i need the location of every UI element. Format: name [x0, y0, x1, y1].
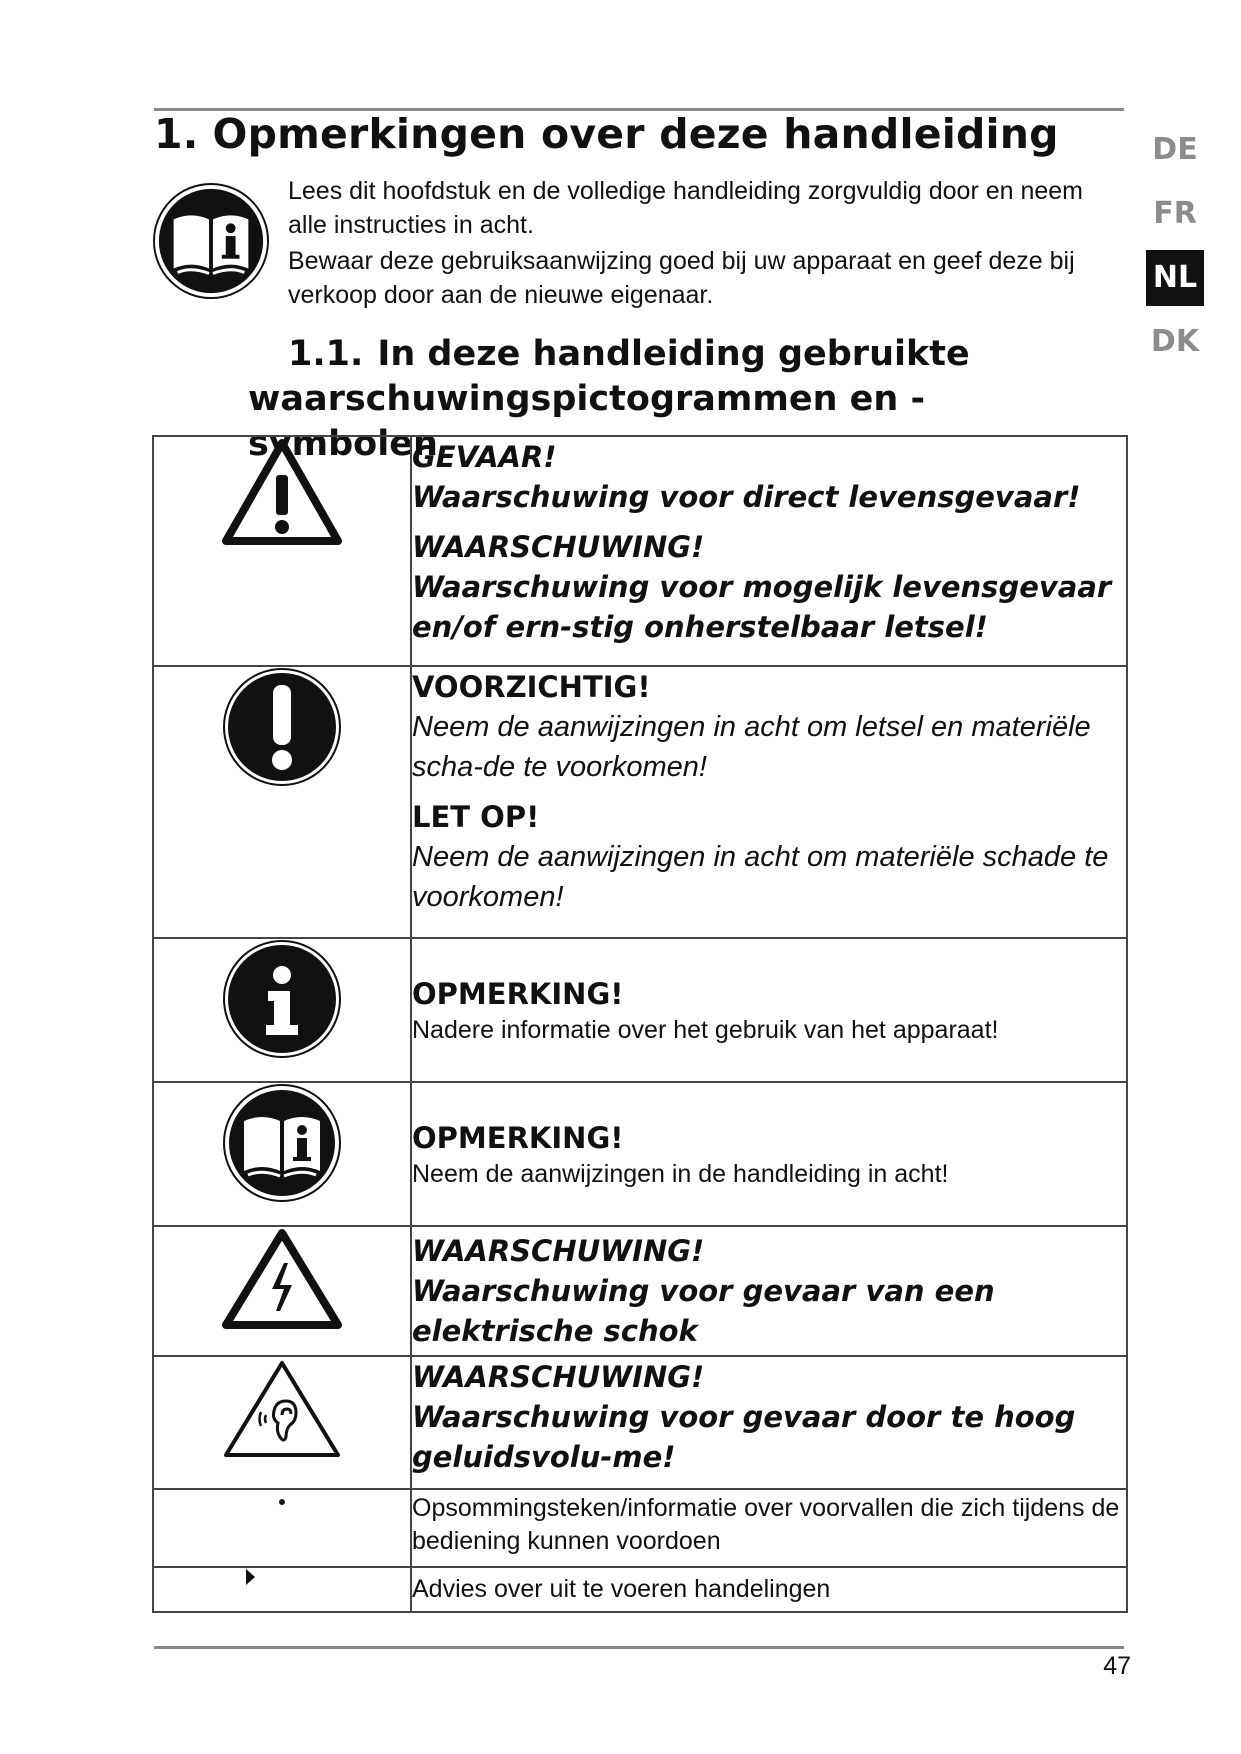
icon-cell: [153, 1489, 411, 1567]
electric-shock-icon: [220, 1227, 344, 1331]
warning-text: Waarschuwing voor mogelijk levensgevaar en/of ern-stig onherstelbaar letsel!: [412, 570, 1112, 644]
intro-paragraph: Lees dit hoofdstuk en de volledige handleiding zorgvuldig door en neem alle instructies in acht.: [288, 177, 1084, 239]
page-number: 47: [1103, 1652, 1131, 1680]
text-cell: [411, 1082, 1127, 1226]
attention-text: Neem de aanwijzingen in acht om materiële schade te voorkomen!: [412, 841, 1109, 913]
section-title: 1.1. In deze handleiding gebruikte waarschuwingspictogrammen en -symbolen: [248, 334, 970, 464]
caution-heading: VOORZICHTIG!: [412, 670, 651, 704]
text-cell: [411, 1567, 1127, 1612]
danger-heading: GEVAAR!: [412, 440, 557, 474]
icon-cell: [153, 1567, 411, 1612]
arrow-right-icon: [244, 1568, 256, 1586]
manual-info-icon: [152, 182, 270, 300]
lang-tab-fr[interactable]: FR: [1153, 196, 1197, 231]
manual-info-icon: [222, 1083, 342, 1203]
note-heading: OPMERKING!: [412, 976, 624, 1011]
lang-tab-dk[interactable]: DK: [1150, 324, 1200, 359]
caution-text: Neem de aanwijzingen in acht om letsel en materiële scha-de te voorkomen!: [412, 711, 1091, 783]
table-row: [153, 1356, 1127, 1489]
volume-heading: WAARSCHUWING!: [412, 1360, 705, 1394]
intro-text: [288, 174, 1118, 314]
danger-text: Waarschuwing voor direct levensgevaar!: [412, 480, 1081, 514]
text-cell: [411, 436, 1127, 666]
icon-cell: [153, 1082, 411, 1226]
shock-heading: WAARSCHUWING!: [412, 1234, 705, 1268]
lang-tab-nl[interactable]: NL: [1146, 250, 1204, 306]
shock-text: Waarschuwing voor gevaar van een elektrische schok: [412, 1274, 995, 1348]
hearing-volume-icon: [220, 1357, 344, 1461]
chapter-title: 1. Opmerkingen over deze handleiding: [154, 110, 1059, 158]
text-cell: [411, 1356, 1127, 1489]
intro-paragraph: Bewaar deze gebruiksaanwijzing goed bij uw apparaat en geef deze bij verkoop door aan de nieuwe eigenaar.: [288, 247, 1075, 309]
icon-cell: [153, 938, 411, 1082]
table-row: [153, 1489, 1127, 1567]
icon-cell: [153, 436, 411, 666]
table-row: [153, 1082, 1127, 1226]
table-row: [153, 1226, 1127, 1356]
text-cell: [411, 666, 1127, 938]
table-row: [153, 938, 1127, 1082]
text-cell: [411, 1226, 1127, 1356]
table-row: [153, 436, 1127, 666]
icon-cell: [153, 666, 411, 938]
bottom-rule: [154, 1646, 1124, 1649]
note-text: Nadere informatie over het gebruik van het apparaat!: [412, 1015, 999, 1044]
lang-tab-de[interactable]: DE: [1152, 132, 1198, 167]
text-cell: [411, 1489, 1127, 1567]
note-text: Neem de aanwijzingen in de handleiding in acht!: [412, 1159, 949, 1188]
icon-cell: [153, 1356, 411, 1489]
symbols-table: [152, 435, 1128, 1613]
text-cell: [411, 938, 1127, 1082]
exclamation-icon: [222, 667, 342, 787]
icon-cell: [153, 1226, 411, 1356]
warning-triangle-icon: [220, 437, 344, 549]
action-text: Advies over uit te voeren handelingen: [412, 1575, 831, 1603]
volume-text: Waarschuwing voor gevaar door te hoog geluidsvolu-me!: [412, 1400, 1076, 1474]
note-heading: OPMERKING!: [412, 1120, 624, 1155]
bullet-icon: [279, 1499, 285, 1505]
info-icon: [222, 939, 342, 1059]
warning-heading: WAARSCHUWING!: [412, 530, 705, 564]
attention-heading: LET OP!: [412, 800, 540, 834]
table-row: [153, 666, 1127, 938]
bullet-text: Opsommingsteken/informatie over voorvallen die zich tijdens de bediening kunnen voordoen: [412, 1494, 1120, 1555]
table-row: [153, 1567, 1127, 1612]
